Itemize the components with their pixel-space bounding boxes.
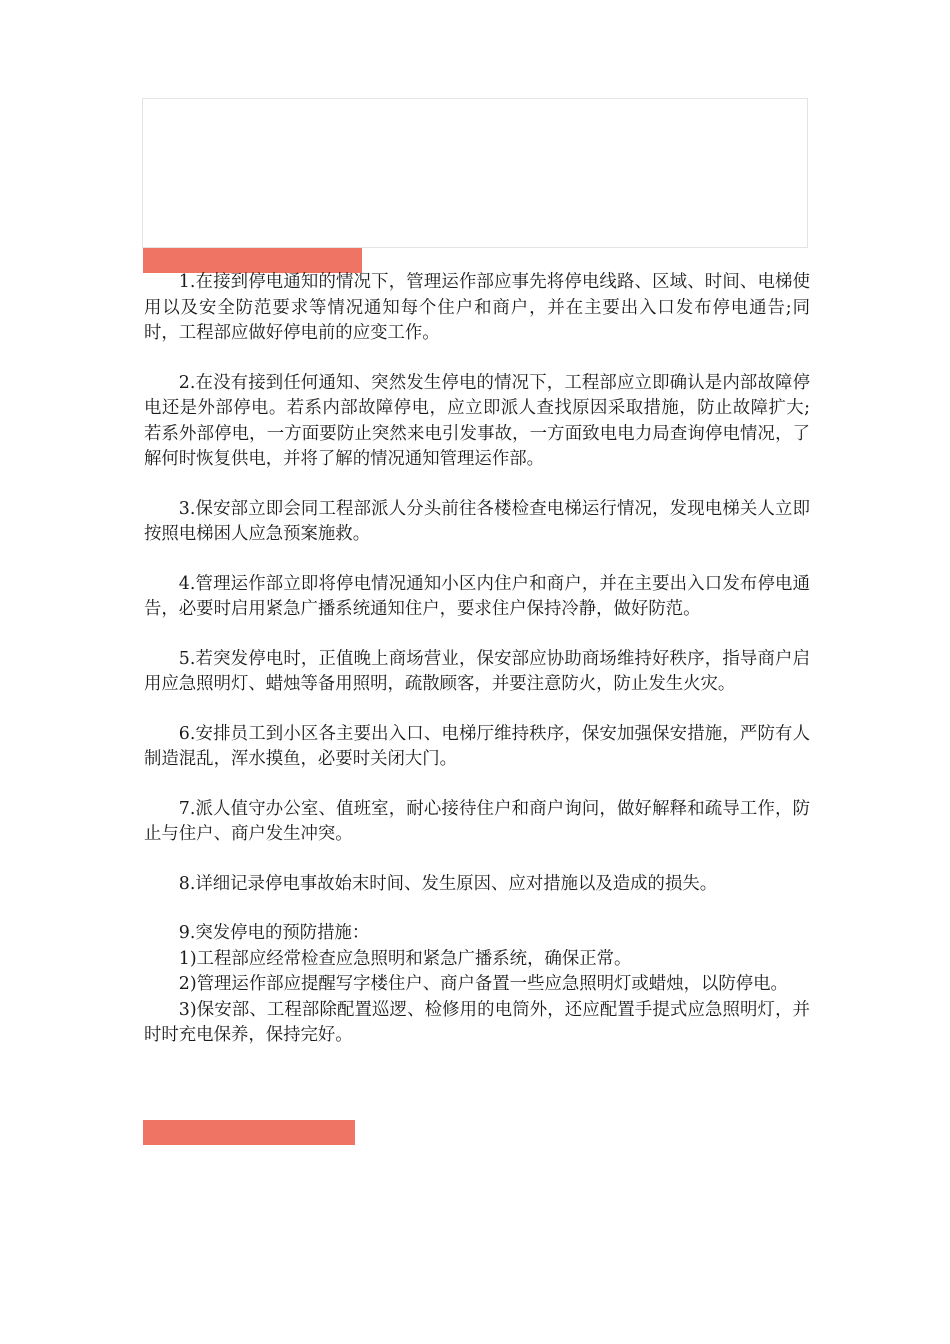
header-image-placeholder: [142, 98, 808, 248]
sub-item-3: 3)保安部、工程部除配置巡逻、检修用的电筒外，还应配置手提式应急照明灯，并时时充电保养，保持完好。: [144, 999, 810, 1045]
paragraph-1: 1.在接到停电通知的情况下，管理运作部应事先将停电线路、区域、时间、电梯使用以及安全防范要求等情况通知每个住户和商户，并在主要出入口发布停电通告;同时，工程部应做好停电前的应变工作。: [144, 272, 810, 343]
sub-item-1: 1)工程部应经常检查应急照明和紧急广播系统，确保正常。: [178, 948, 632, 969]
paragraph-3: 3.保安部立即会同工程部派人分头前往各楼检查电梯运行情况，发现电梯关人立即按照电梯困人应急预案施救。: [144, 498, 810, 544]
paragraph-6: 6.安排员工到小区各主要出入口、电梯厅维持秩序，保安加强保安措施，严防有人制造混乱，浑水摸鱼，必要时关闭大门。: [144, 723, 810, 769]
paragraph-4: 4.管理运作部立即将停电情况通知小区内住户和商户，并在主要出入口发布停电通告，必要时启用紧急广播系统通知住户，要求住户保持冷静，做好防范。: [144, 573, 810, 619]
paragraph-2: 2.在没有接到任何通知、突然发生停电的情况下，工程部应立即确认是内部故障停电还是外部停电。若系内部故障停电，应立即派人查找原因采取措施，防止故障扩大;若系外部停电，一方面要防止突然来电引发事故，一方面致电电力局查询停电情况，了解何时恢复供电，并将了解的情况通知管理运作部。: [144, 372, 810, 469]
document-body: [144, 270, 810, 1049]
section-accent-bar-bottom: [143, 1120, 355, 1145]
paragraph-8: 8.详细记录停电事故始末时间、发生原因、应对措施以及造成的损失。: [178, 873, 718, 894]
paragraph-7: 7.派人值守办公室、值班室，耐心接待住户和商户询问，做好解释和疏导工作，防止与住户、商户发生冲突。: [144, 798, 810, 844]
paragraph-9: 9.突发停电的预防措施：: [178, 923, 370, 943]
sub-item-2: 2)管理运作部应提醒写字楼住户、商户备置一些应急照明灯或蜡烛，以防停电。: [178, 974, 788, 994]
paragraph-5: 5.若突发停电时，正值晚上商场营业，保安部应协助商场维持好秩序，指导商户启用应急照明灯、蜡烛等备用照明，疏散顾客，并要注意防火，防止发生火灾。: [144, 648, 810, 694]
